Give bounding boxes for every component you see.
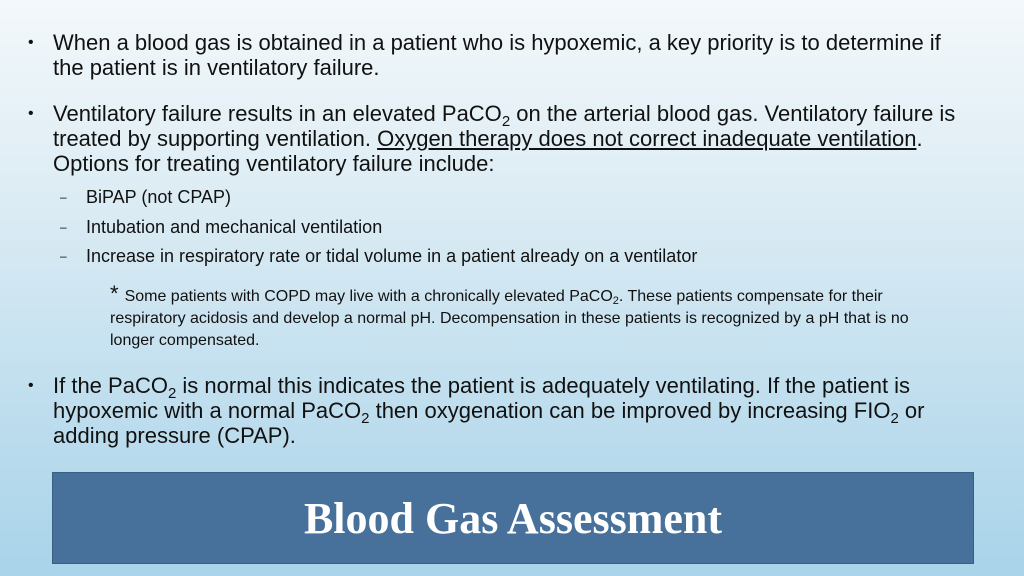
title-bar [52,472,974,564]
dash-marker: – [60,190,67,204]
bullet-marker: • [28,105,34,122]
slide-title: Blood Gas Assessment [303,493,723,543]
footnote: * Some patients with COPD may live with a chronically elevated PaCO2. These patients compensate for their respiratory acidosis and develop a normal pH. Decompensation in these patients is recognized by a pH that is no longer compensated. [110,281,909,349]
bullet-marker: • [28,377,34,394]
dash-marker: – [60,220,67,234]
bullet-text: Ventilatory failure results in an elevated PaCO$_2$ on the arterial blood gas. Ventilatory failure is treated by supporting ventilation. Oxygen therapy does not correct inadequate ventilation. Options for treating ventilatory failure include: [53,101,956,176]
bullet-text: If the PaCO$_2$ is normal this indicates the patient is adequately ventilating. If the patient is hypoxemic with a normal PaCO$_2$ then oxygenation can be improved by increasing $FIO_2$ or adding pressure (CPAP). [53,373,925,448]
bullet-marker: • [28,34,34,51]
underlined-text: Oxygen therapy does not correct inadequate ventilation [377,126,917,151]
dash-marker: – [60,249,67,263]
asterisk: * [110,281,119,306]
slide-background: • When a blood gas is obtained in a patient who is hypoxemic, a key priority is to determine if the patient is in ventilatory failure. • Ventilatory failure results in an elevated PaCO$_2$ on the arterial blood gas. Ventilatory failure is treated by supporting ventilation. Oxygen therapy does not correct inadequate ventilation. Options for treating ventilatory failure include: – BiPAP (not CPAP) – Intubation and mechanical ventilation – Increase in respiratory rate or tidal volume in a patient already on a ventilator * Some patients with COPD may live with a chronically elevated PaCO2. These patients compensate for their respiratory acidosis and develop a normal pH. Decompensation in these patients is recognized by a pH that is no longer compensated. • If the PaCO$_2$ is normal this indicates the patient is adequately ventilating. If the patient is hypoxemic with a normal PaCO$_2$ then oxygenation can be improved by increasing $FIO_2$ or adding pressure (CPAP). Blood Gas Assessment [0,0,1024,576]
bullet-text: When a blood gas is obtained in a patient who is hypoxemic, a key priority is to determine if the patient is in ventilatory failure. [53,30,941,80]
